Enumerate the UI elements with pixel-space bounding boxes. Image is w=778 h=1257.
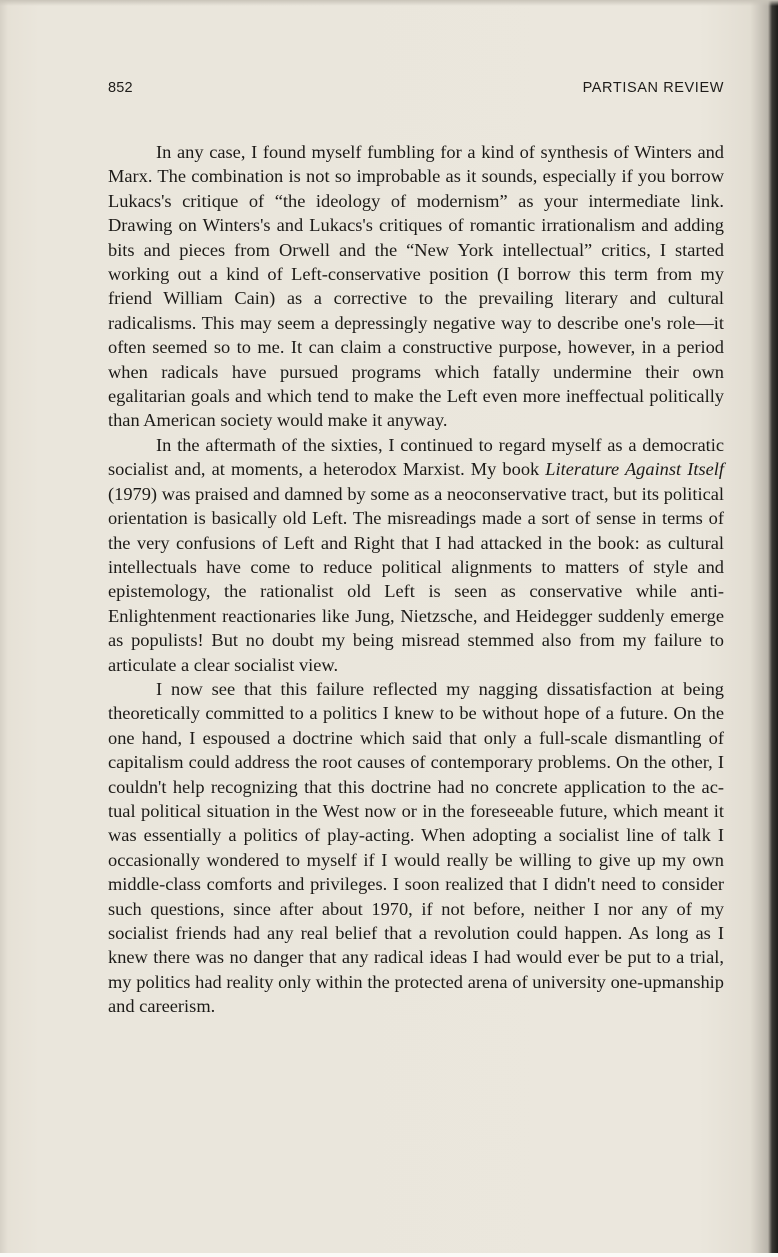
paragraph-2-before: In the aftermath of the sixties, I continued to regard myself as a democratic socialist and, at moments, a heterodox Marxist. My book xyxy=(108,434,724,480)
paragraph-2-after: (1979) was praised and damned by some as a neoconservative tract, but its political orientation is basically old Left. The misreadings made a sort of sense in terms of the very confusions of Left and Right that I had attacked in the book: as cultural intellectuals have come to reduce political alignments to matters of style and epistemology, the rationalist old Left is seen as conservative while anti-Enlightenment reactionaries like Jung, Nietzsche, and Heidegger suddenly emerge as populists! But no doubt my being misread stemmed also from my failure to articulate a clear socialist view. xyxy=(108,483,724,675)
page-bottom-edge xyxy=(0,1253,778,1257)
paragraph-3: I now see that this failure reflected my nagging dissatisfaction at being theoretically committed to a politics I knew to be without hope of a future. On the one hand, I espoused a doctrine which said that only a full-scale dismantling of capitalism could address the root causes of contemporary problems. On the other, I couldn't help recognizing that this doctrine had no concrete application to the actual political situation in the West now or in the foreseeable future, which meant it was essentially a politics of play-acting. When adopting a socialist line of talk I occasionally wondered to myself if I would really be willing to give up my own middle-class comforts and privileges. I soon realized that I didn't need to consider such questions, since after about 1970, if not before, neither I nor any of my socialist friends had any real belief that a revolution could happen. As long as I knew there was no danger that any radical ideas I had would ever be put to a trial, my politics had reality only within the protected arena of university one-upmanship and careerism. xyxy=(108,678,724,1017)
page-header xyxy=(108,80,724,102)
page-number: 852 xyxy=(108,80,133,96)
running-head: PARTISAN REVIEW xyxy=(582,80,724,96)
body-text xyxy=(108,140,724,1019)
paragraph-2 xyxy=(108,433,724,677)
paragraph-1: In any case, I found myself fumbling for a kind of synthesis of Winters and Marx. The combination is not so improbable as it sounds, especially if you borrow Lukacs's critique of “the ideology of modernism” as your intermediate link. Drawing on Winters's and Lukacs's critiques of romantic irrationalism and adding bits and pieces from Orwell and the “New York intellectual” critics, I started working out a kind of Left-conservative position (I borrow this term from my friend William Cain) as a corrective to the prevailing literary and cultural radicalisms. This may seem a depressingly negative way to describe one's role—it often seemed so to me. It can claim a constructive purpose, however, in a period when radicals have pursued programs which fatally undermine their own egalitarian goals and which tend to make the Left even more ineffectual politically than American society would make it anyway. xyxy=(108,142,724,431)
book-title: Literature Against Itself xyxy=(545,459,724,480)
page-top-shadow xyxy=(0,0,778,6)
